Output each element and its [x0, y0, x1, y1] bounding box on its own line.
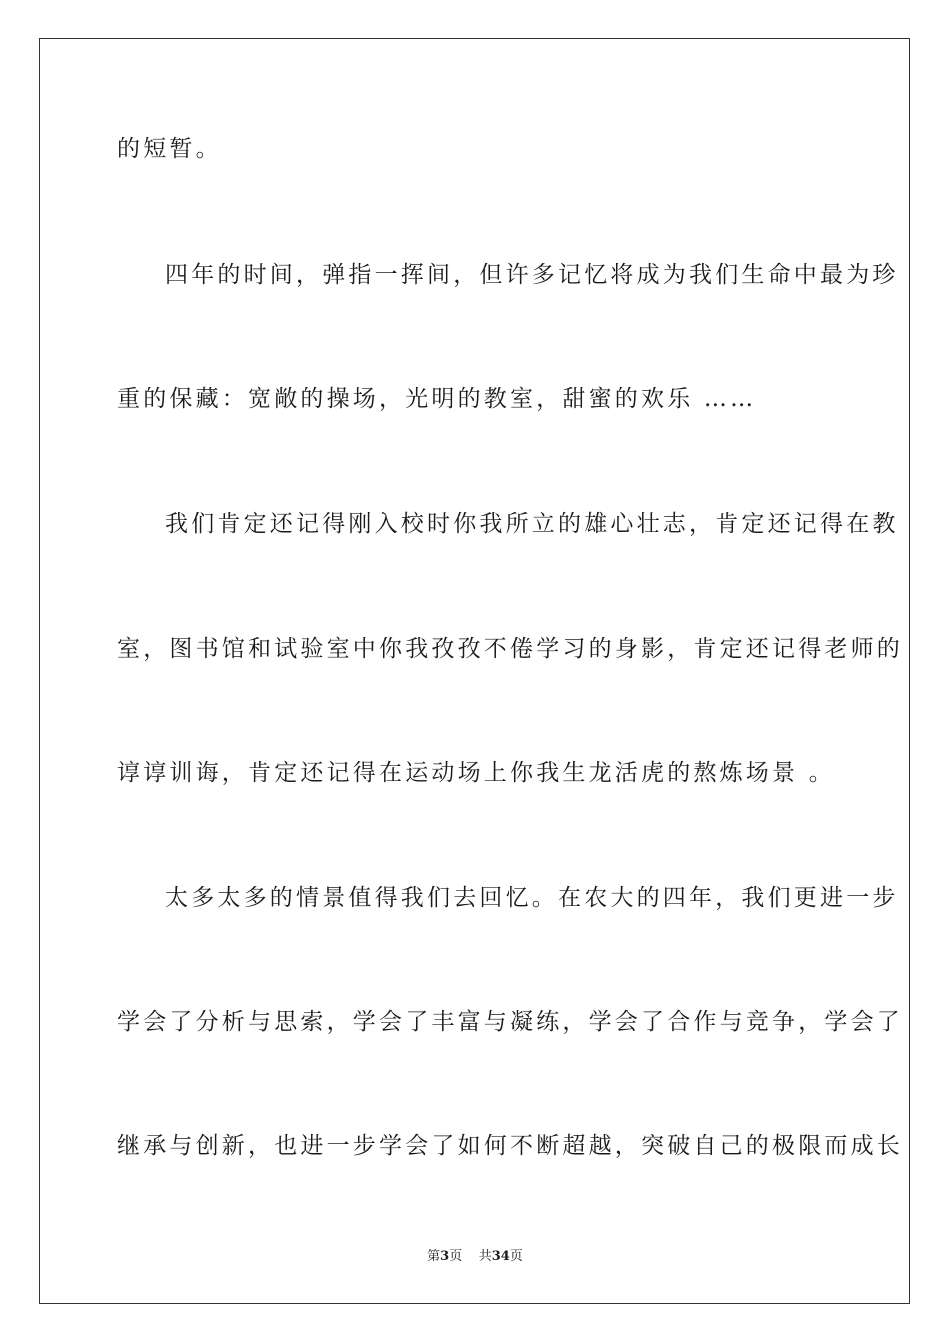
- page-border: [39, 38, 910, 1304]
- footer-total-prefix: 共: [478, 1249, 492, 1264]
- text-line-2: 四年的时间，弹指一挥间，但许多记忆将成为我们生命中最为珍: [165, 262, 899, 288]
- page-footer: [0, 1248, 950, 1266]
- text-line-4: 我们肯定还记得刚入校时你我所立的雄心壮志，肯定还记得在教: [165, 511, 899, 537]
- footer-page-prefix: 第: [427, 1249, 441, 1264]
- text-line-5: 室，图书馆和试验室中你我孜孜不倦学习的身影，肯定还记得老师的: [117, 636, 903, 662]
- footer-total-pages: 34: [491, 1249, 510, 1264]
- footer-total-suffix: 页: [509, 1249, 523, 1264]
- text-line-8: 学会了分析与思索，学会了丰富与凝练，学会了合作与竞争，学会了: [117, 1009, 903, 1035]
- footer-page-number: 3: [440, 1249, 450, 1264]
- text-line-9: 继承与创新，也进一步学会了如何不断超越，突破自己的极限而成长: [117, 1133, 903, 1159]
- footer-page-suffix: 页: [449, 1249, 463, 1264]
- text-line-3: 重的保藏：宽敞的操场，光明的教室，甜蜜的欢乐 ……: [117, 386, 757, 412]
- text-line-1: 的短暂。: [117, 136, 222, 162]
- text-line-7: 太多太多的情景值得我们去回忆。在农大的四年，我们更进一步: [165, 885, 899, 911]
- text-line-6: 谆谆训诲，肯定还记得在运动场上你我生龙活虎的熬炼场景 。: [117, 760, 835, 786]
